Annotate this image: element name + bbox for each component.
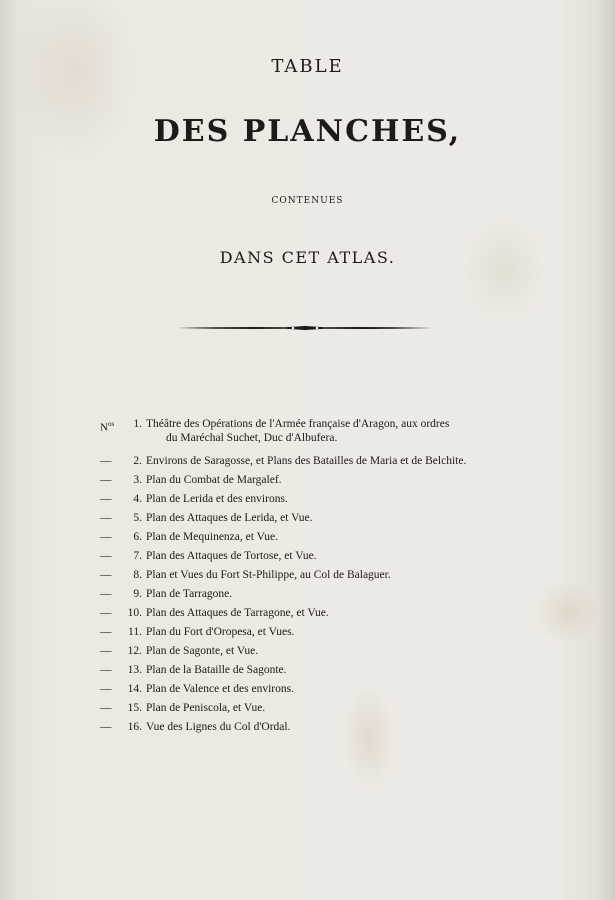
list-item (100, 604, 520, 623)
dash: — (100, 455, 112, 467)
dash: — (100, 493, 112, 505)
list-item (100, 623, 520, 642)
plate-title: Plan des Attaques de Lerida, et Vue. (146, 512, 313, 524)
dash: — (100, 664, 112, 676)
list-item (100, 528, 520, 547)
plate-number: 12. (127, 645, 142, 657)
plate-title: Plan de Tarragone. (146, 588, 233, 600)
plate-number: 2. (133, 455, 142, 467)
number-sign: $N^{os}$ (100, 420, 115, 434)
plate-number: 11. (128, 626, 142, 638)
list-item (100, 642, 520, 661)
plate-number: 4. (133, 493, 142, 505)
list-item (100, 417, 520, 445)
plate-number: 9. (133, 588, 142, 600)
list-item (100, 471, 520, 490)
plate-title: Plan de Valence et des environs. (146, 683, 294, 695)
heading-des-planches: DES PLANCHES, (153, 114, 462, 149)
plate-title: Plan des Attaques de Tarragone, et Vue. (146, 607, 329, 619)
dash: — (100, 531, 112, 543)
dash: — (100, 721, 112, 733)
plate-number: 13. (127, 664, 142, 676)
dash: — (100, 683, 112, 695)
ornamental-rule-icon (175, 322, 435, 334)
dash: — (100, 550, 112, 562)
plate-title-continued: du Maréchal Suchet, Duc d'Albufera. (166, 432, 338, 444)
dash: — (100, 626, 112, 638)
plate-number: 3. (133, 474, 142, 486)
heading-table: TABLE (271, 56, 344, 77)
list-item (100, 661, 520, 680)
plate-title: Plan de Lerida et des environs. (146, 493, 288, 505)
plate-title: Plan du Combat de Margalef. (146, 474, 282, 486)
plate-number: 14. (127, 683, 142, 695)
plate-title: Théâtre des Opérations de l'Armée française d'Aragon, aux ordres (146, 418, 450, 430)
heading-contenues: CONTENUES (271, 196, 344, 206)
list-item (100, 490, 520, 509)
plate-title: Plan des Attaques de Tortose, et Vue. (146, 550, 317, 562)
plate-title: Plan de la Bataille de Sagonte. (146, 664, 287, 676)
list-item (100, 680, 520, 699)
heading-dans-cet-atlas: DANS CET ATLAS. (219, 248, 396, 267)
plate-title: Plan du Fort d'Oropesa, et Vues. (146, 626, 295, 638)
list-item (100, 699, 520, 718)
dash: — (100, 588, 112, 600)
plate-number: 16. (127, 721, 142, 733)
plate-number: 8. (133, 569, 142, 581)
plate-number: 15. (127, 702, 142, 714)
list-item (100, 718, 520, 737)
dash: — (100, 607, 112, 619)
dash: — (100, 569, 112, 581)
list-item (100, 452, 520, 471)
plate-title: Plan de Mequinenza, et Vue. (146, 531, 278, 543)
dash: — (100, 702, 112, 714)
plate-title: Plan de Sagonte, et Vue. (146, 645, 259, 657)
dash: — (100, 474, 112, 486)
dash: — (100, 645, 112, 657)
plates-list (100, 417, 520, 737)
plate-title: Plan et Vues du Fort St-Philippe, au Col de Balaguer. (146, 569, 391, 581)
plate-number: 10. (127, 607, 142, 619)
list-item (100, 566, 520, 585)
list-item (100, 585, 520, 604)
plate-number: 1. (133, 418, 142, 430)
plate-title: Vue des Lignes du Col d'Ordal. (146, 721, 291, 733)
plate-number: 5. (133, 512, 142, 524)
plate-number: 7. (133, 550, 142, 562)
plate-title: Environs de Saragosse, et Plans des Batailles de Maria et de Belchite. (146, 455, 467, 467)
dash: — (100, 512, 112, 524)
list-item (100, 509, 520, 528)
plate-number: 6. (133, 531, 142, 543)
plate-title: Plan de Peniscola, et Vue. (146, 702, 266, 714)
list-item (100, 547, 520, 566)
